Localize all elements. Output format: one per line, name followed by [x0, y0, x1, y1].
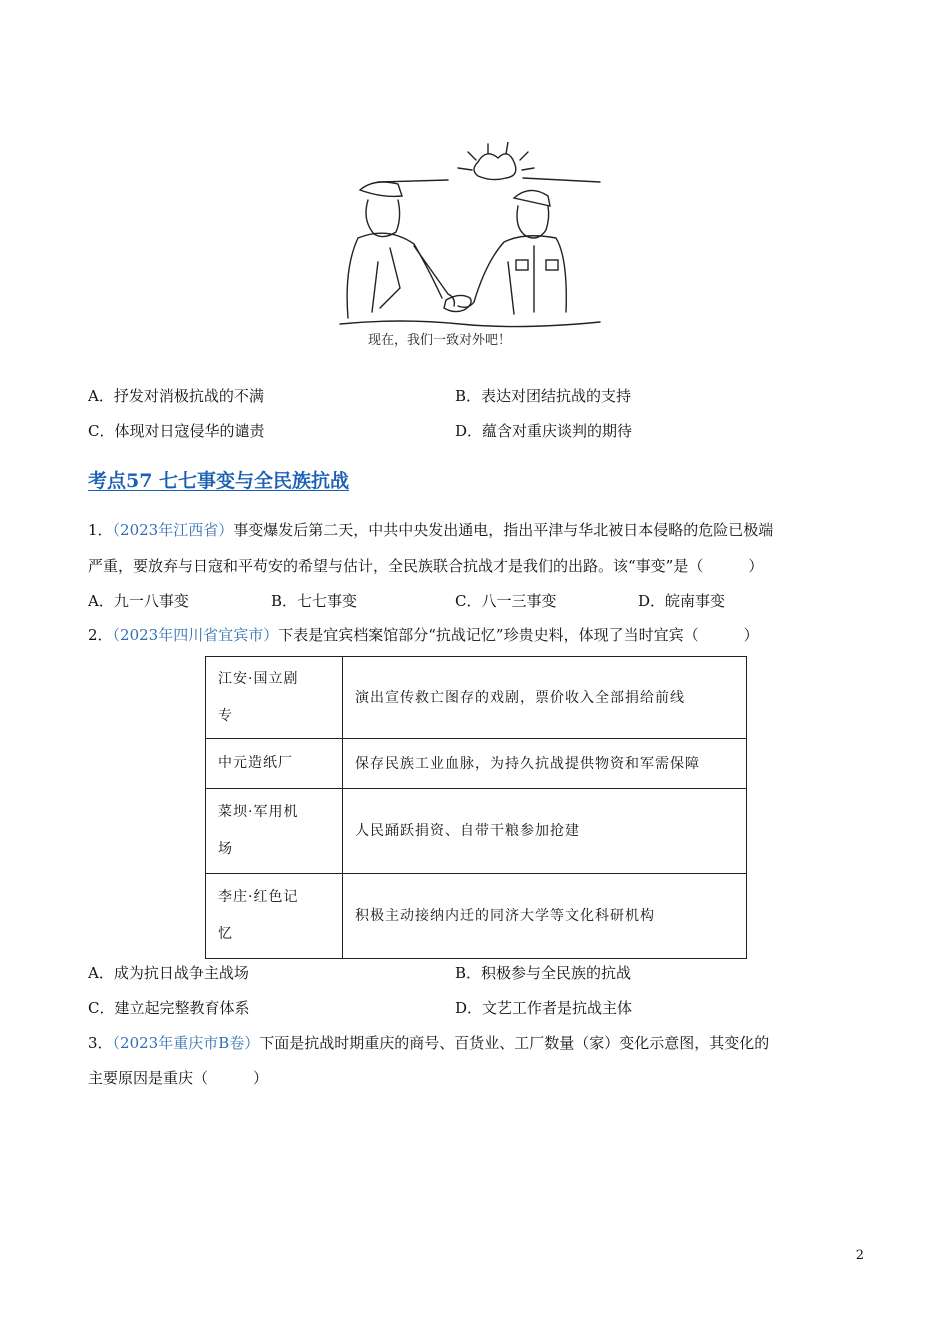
q3-line1 — [88, 1033, 769, 1053]
table-cell-place: 菜坝·军用机 场 — [206, 789, 343, 874]
section-title: 考点57 七七事变与全民族抗战 — [88, 470, 350, 492]
prev-option-b: B．表达对团结抗战的支持 — [455, 387, 632, 405]
table-cell-place: 李庄·红色记 忆 — [206, 874, 343, 959]
cartoon-caption: 现在，我们一致对外吧！ — [368, 333, 512, 348]
prev-option-a: A．抒发对消极抗战的不满 — [88, 387, 264, 405]
q1-line1 — [88, 520, 773, 540]
archive-table — [205, 656, 747, 959]
page-number: 2 — [855, 1248, 864, 1263]
q2-option-d: D．文艺工作者是抗战主体 — [455, 999, 633, 1017]
prev-option-c: C．体现对日寇侵华的谴责 — [88, 422, 265, 440]
q2-source: （2023年四川省宜宾市） — [112, 626, 279, 644]
handshake-cartoon-icon — [338, 142, 610, 352]
q1-option-a: A．九一八事变 — [88, 592, 189, 610]
table-cell-desc: 积极主动接纳内迁的同济大学等文化科研机构 — [343, 874, 747, 959]
table-row — [206, 739, 747, 789]
q3-stem-line1: 下面是抗战时期重庆的商号、百货业、工厂数量（家）变化示意图，其变化的 — [259, 1034, 770, 1052]
table-row — [206, 789, 747, 874]
q1-option-b: B．七七事变 — [271, 592, 358, 610]
q1-option-c: C．八一三事变 — [455, 592, 557, 610]
q3-source: （2023年重庆市B卷） — [112, 1034, 260, 1052]
q2-stem: 下表是宜宾档案馆部分“抗战记忆”珍贵史料，体现了当时宜宾（ ） — [278, 626, 759, 644]
table-cell-desc: 保存民族工业血脉，为持久抗战提供物资和军需保障 — [343, 739, 747, 789]
q3-stem-line2: 主要原因是重庆（ ） — [88, 1069, 269, 1087]
q1-source: （2023年江西省） — [112, 521, 234, 539]
prev-option-d: D．蕴含对重庆谈判的期待 — [455, 422, 633, 440]
q2-number: 2． — [88, 626, 113, 644]
table-cell-place: 中元造纸厂 — [206, 739, 343, 789]
q2-option-a: A．成为抗日战争主战场 — [88, 964, 249, 982]
q2-option-b: B．积极参与全民族的抗战 — [455, 964, 632, 982]
q2-option-c: C．建立起完整教育体系 — [88, 999, 250, 1017]
q1-stem-line2: 严重，要放弃与日寇和平苟安的希望与估计，全民族联合抗战才是我们的出路。该“事变”是（ ） — [88, 557, 764, 575]
q1-stem-line1: 事变爆发后第二天，中共中央发出通电，指出平津与华北被日本侵略的危险已极端 — [233, 521, 774, 539]
table-cell-desc: 人民踊跃捐资、自带干粮参加抢建 — [343, 789, 747, 874]
table-row — [206, 874, 747, 959]
handshake-cartoon — [338, 142, 610, 352]
table-cell-place: 江安·国立剧 专 — [206, 657, 343, 739]
q3-number: 3． — [88, 1034, 113, 1052]
table-cell-desc: 演出宣传救亡图存的戏剧，票价收入全部捐给前线 — [343, 657, 747, 739]
q1-option-d: D．皖南事变 — [638, 592, 726, 610]
table-row — [206, 657, 747, 739]
q2-line1 — [88, 625, 759, 645]
q1-number: 1． — [88, 521, 113, 539]
